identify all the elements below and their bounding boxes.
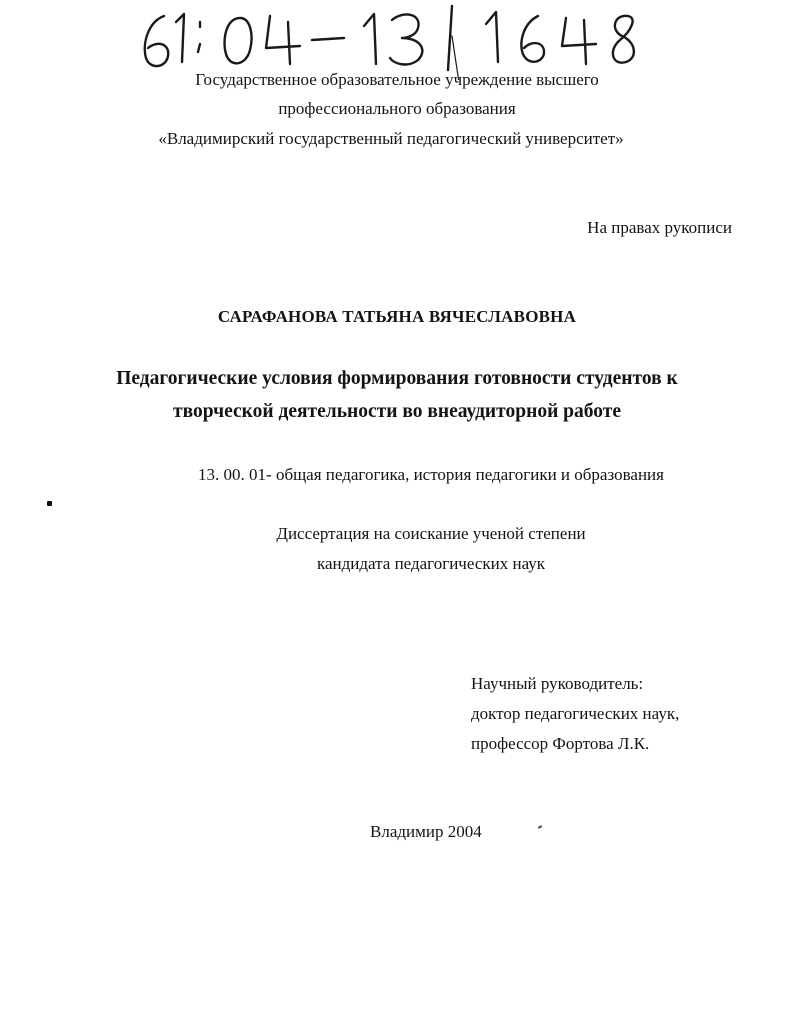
institution-line-1: Государственное образовательное учреждение высшего [195,70,599,89]
manuscript-note: На правах рукописи [587,218,732,237]
specialty-code: 13. 00. 01- общая педагогика, история педагогики и образования [198,465,664,484]
dissertation-title-line-1: Педагогические условия формирования готовности студентов к [116,368,678,389]
author-name: САРАФАНОВА ТАТЬЯНА ВЯЧЕСЛАВОВНА [217,307,577,326]
degree-line-2: кандидата педагогических наук [316,554,546,573]
degree-line-1: Диссертация на соискание ученой степени [276,524,586,543]
supervisor-name: профессор Фортова Л.К. [471,734,650,753]
place-year: Владимир 2004 [370,822,482,841]
supervisor-label: Научный руководитель: [471,674,644,693]
dissertation-title-line-2: творческой деятельности во внеаудиторной работе [172,401,621,422]
handwritten-stamp [130,0,650,80]
ink-mark [538,825,542,829]
institution-line-3: «Владимирский государственный педагогический университет» [158,129,624,148]
supervisor-degree: доктор педагогических наук, [471,704,680,723]
bullet-mark [47,501,52,506]
institution-line-2: профессионального образования [278,99,516,118]
